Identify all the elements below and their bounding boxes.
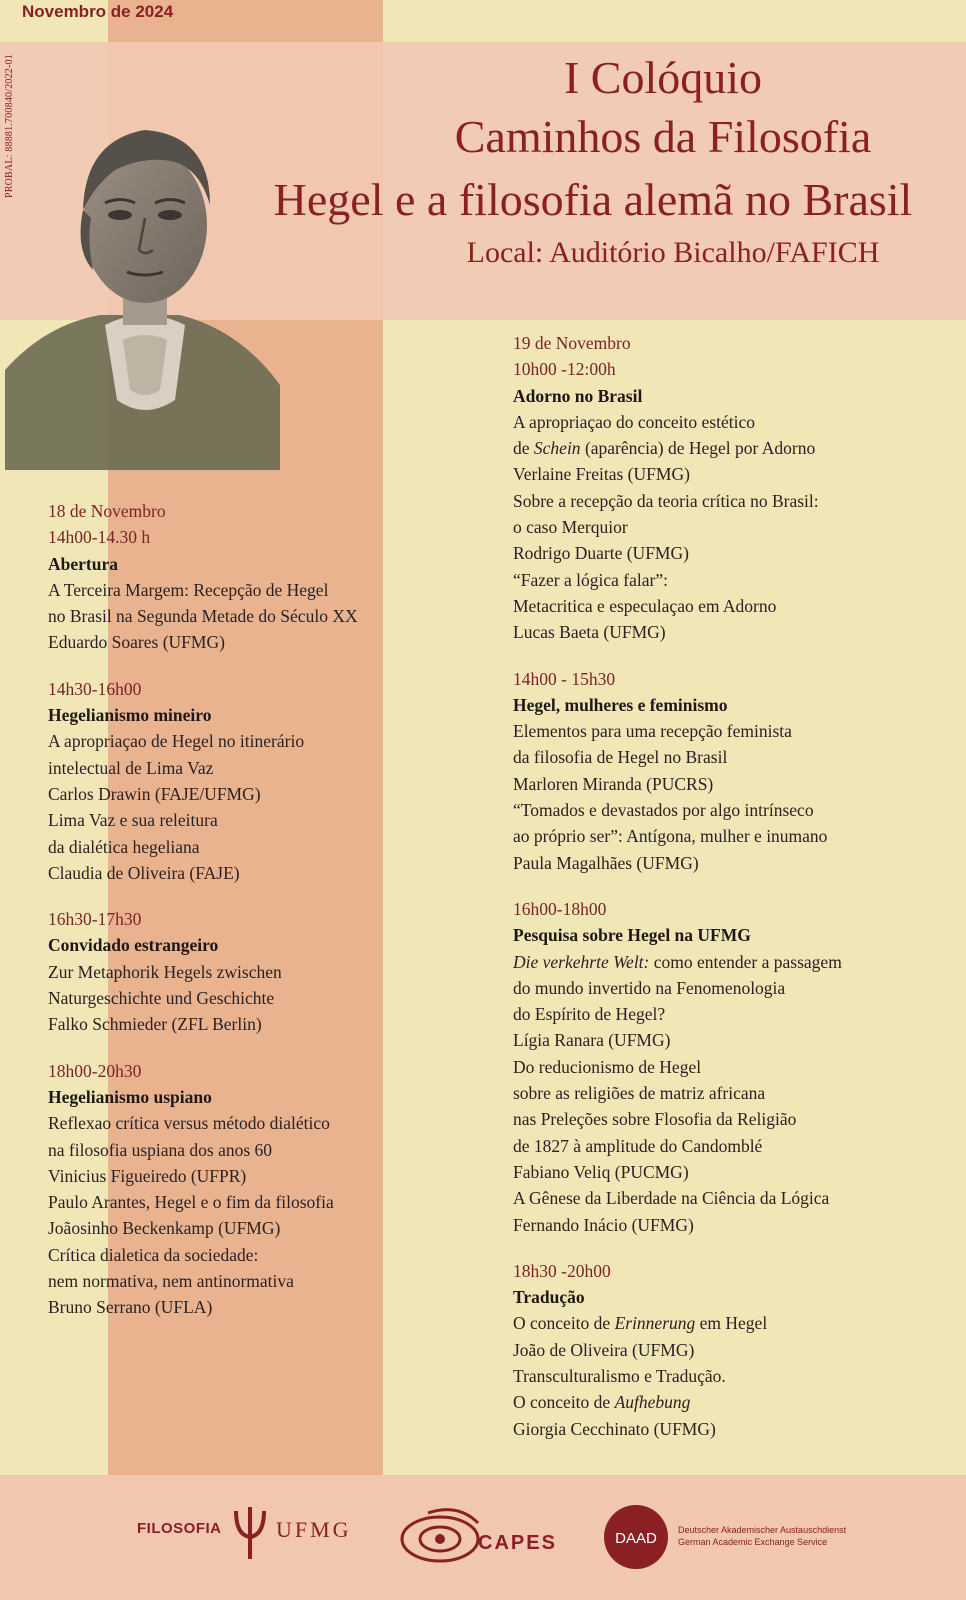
session-time: 14h00 - 15h30 <box>513 668 616 689</box>
talk-line: da dialética hegeliana <box>48 836 200 857</box>
title-theme: Hegel e a filosofia alemã no Brasil <box>273 174 913 225</box>
talk-line: intelectual de Lima Vaz <box>48 757 214 778</box>
session-time: 18h00-20h30 <box>48 1060 142 1081</box>
session-title: Convidado estrangeiro <box>48 935 219 956</box>
daad-name-en: German Academic Exchange Service <box>678 1537 828 1547</box>
session-time: 16h00-18h00 <box>513 898 607 919</box>
talk-line: Reflexao crítica versus método dialético <box>48 1113 330 1134</box>
speaker-line: Vinicius Figueiredo (UFPR) <box>48 1165 247 1186</box>
speaker-line: Carlos Drawin (FAJE/UFMG) <box>48 783 261 804</box>
speaker-line: Joãosinho Beckenkamp (UFMG) <box>48 1218 281 1239</box>
speaker-line: Claudia de Oliveira (FAJE) <box>48 862 240 883</box>
session-title: Hegelianismo uspiano <box>48 1086 212 1107</box>
sponsor-logos <box>0 1495 966 1585</box>
session-traducao <box>513 1258 953 1442</box>
program-day-1 <box>48 498 393 1341</box>
talk-line: Do reducionismo de Hegel <box>513 1056 702 1077</box>
talk-line: de Schein (aparência) de Hegel por Adorno <box>513 438 816 459</box>
session-title: Hegelianismo mineiro <box>48 705 212 726</box>
session-convidado <box>48 906 393 1037</box>
session-day: 19 de Novembro <box>513 333 631 353</box>
event-month: Novembro de 2024 <box>22 2 174 21</box>
talk-line: sobre as religiões de matriz africana <box>513 1083 766 1104</box>
title-colloquium: I Colóquio <box>563 52 763 103</box>
session-opening <box>48 498 393 656</box>
speaker-line: João de Oliveira (UFMG) <box>513 1339 695 1360</box>
speaker-line: Paula Magalhães (UFMG) <box>513 852 699 873</box>
speaker-line: Lígia Ranara (UFMG) <box>513 1030 671 1051</box>
talk-line: ao próprio ser”: Antígona, mulher e inumano <box>513 826 828 847</box>
session-time: 16h30-17h30 <box>48 909 142 930</box>
talk-line: Transculturalismo e Tradução. <box>513 1365 726 1386</box>
session-pesquisa-ufmg <box>513 896 953 1238</box>
session-title: Tradução <box>513 1287 585 1308</box>
talk-line: o caso Merquior <box>513 517 628 538</box>
speaker-line: Eduardo Soares (UFMG) <box>48 632 225 653</box>
speaker-line: Fernando Inácio (UFMG) <box>513 1214 694 1235</box>
session-title: Adorno no Brasil <box>513 385 643 406</box>
talk-line: “Tomados e devastados por algo intrínseco <box>513 800 814 821</box>
talk-line: Die verkehrte Welt: como entender a passagem <box>513 951 842 972</box>
talk-line: Metacritica e especulaçao em Adorno <box>513 595 777 616</box>
talk-line: Paulo Arantes, Hegel e o fim da filosofia <box>48 1192 334 1213</box>
daad-logo-text: DAAD <box>615 1530 657 1547</box>
session-time: 18h30 -20h00 <box>513 1260 611 1281</box>
daad-logo <box>604 1503 864 1573</box>
speaker-line: Lucas Baeta (UFMG) <box>513 622 666 643</box>
talk-line: nas Preleções sobre Flosofia da Religião <box>513 1109 797 1130</box>
capes-logo <box>398 1503 568 1573</box>
talk-line: O conceito de Erinnerung em Hegel <box>513 1313 768 1334</box>
ufmg-logo-text: UFMG <box>276 1517 352 1542</box>
title-series: Caminhos da Filosofia <box>454 111 872 162</box>
talk-line: no Brasil na Segunda Metade do Século XX <box>48 606 358 627</box>
capes-logo-text: CAPES <box>478 1532 557 1554</box>
talk-line: da filosofia de Hegel no Brasil <box>513 747 728 768</box>
session-time: 14h30-16h00 <box>48 678 142 699</box>
session-title: Abertura <box>48 553 118 574</box>
talk-line: Elementos para uma recepção feminista <box>513 721 792 742</box>
talk-line: Zur Metaphorik Hegels zwischen <box>48 961 282 982</box>
session-hegelianismo-mineiro <box>48 676 393 886</box>
speaker-line: Marloren Miranda (PUCRS) <box>513 773 714 794</box>
session-hegelianismo-uspiano <box>48 1058 393 1321</box>
talk-line: na filosofia uspiana dos anos 60 <box>48 1139 273 1160</box>
probal-code: PROBAL: 88881.700840/2022-01 <box>4 54 15 198</box>
talk-line: nem normativa, nem antinormativa <box>48 1271 294 1292</box>
talk-line: “Fazer a lógica falar”: <box>513 569 668 590</box>
session-time: 14h00-14.30 h <box>48 527 151 548</box>
talk-line: Naturgeschichte und Geschichte <box>48 988 275 1009</box>
talk-line: A Terceira Margem: Recepção de Hegel <box>48 579 329 600</box>
talk-line: A Gênese da Liberdade na Ciência da Lógica <box>513 1188 830 1209</box>
daad-name-de: Deutscher Akademischer Austauschdienst <box>678 1525 847 1535</box>
session-feminismo <box>513 666 953 876</box>
venue: Local: Auditório Bicalho/FAFICH <box>466 236 880 269</box>
talk-line: Lima Vaz e sua releitura <box>48 810 218 831</box>
ufmg-logo <box>228 1503 358 1563</box>
talk-line: do mundo invertido na Fenomenologia <box>513 977 786 998</box>
talk-line: Sobre a recepção da teoria crítica no Brasil: <box>513 490 819 511</box>
speaker-line: Bruno Serrano (UFLA) <box>48 1297 213 1318</box>
program-day-2 <box>513 330 953 1462</box>
session-day: 18 de Novembro <box>48 501 166 521</box>
title-block <box>220 50 966 274</box>
talk-line: do Espírito de Hegel? <box>513 1004 666 1025</box>
session-title: Pesquisa sobre Hegel na UFMG <box>513 925 751 946</box>
talk-line: de 1827 à amplitude do Candomblé <box>513 1135 763 1156</box>
speaker-line: Fabiano Veliq (PUCMG) <box>513 1161 689 1182</box>
speaker-line: Falko Schmieder (ZFL Berlin) <box>48 1014 262 1035</box>
session-title: Hegel, mulheres e feminismo <box>513 694 728 715</box>
talk-line: A apropriaçao de Hegel no itinerário <box>48 731 305 752</box>
session-time: 10h00 -12:00h <box>513 359 616 380</box>
session-adorno <box>513 330 953 646</box>
speaker-line: Rodrigo Duarte (UFMG) <box>513 543 689 564</box>
talk-line: Crítica dialetica da sociedade: <box>48 1244 259 1265</box>
speaker-line: Verlaine Freitas (UFMG) <box>513 464 690 485</box>
filosofia-logo-text: FILOSOFIA <box>137 1520 222 1537</box>
talk-line: A apropriaçao do conceito estético <box>513 411 755 432</box>
talk-line: O conceito de Aufhebung <box>513 1392 691 1413</box>
speaker-line: Giorgia Cecchinato (UFMG) <box>513 1418 716 1439</box>
